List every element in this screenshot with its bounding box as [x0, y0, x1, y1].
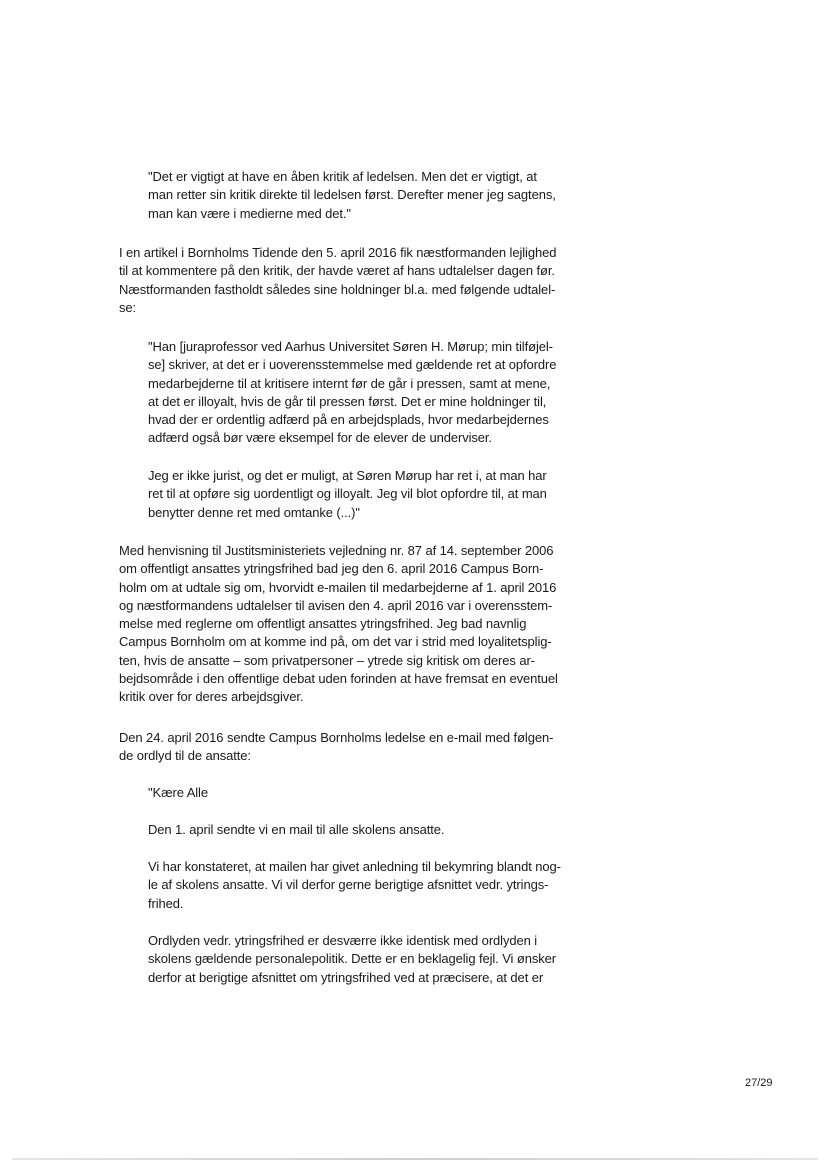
text-line: ten, hvis de ansatte – som privatpersoner – ytrede sig kritisk om deres ar- [119, 652, 535, 668]
page-number: 27/29 [745, 1077, 773, 1089]
text-line: Den 24. april 2016 sendte Campus Bornholms ledelse en e-mail med følgen- [119, 730, 554, 745]
text-line: Den 1. april sendte vi en mail til alle skolens ansatte. [148, 822, 445, 837]
quote-paragraph [148, 467, 547, 522]
text-line: Næstformanden fastholdt således sine holdninger bl.a. med følgende udtalel- [119, 281, 556, 297]
text-line: medarbejderne til at kritisere internt før de går i pressen, samt at mene, [148, 375, 551, 391]
body-paragraph [119, 542, 558, 707]
text-line: holm om at udtale sig om, hvorvidt e-mailen til medarbejderne af 1. april 2016 [119, 579, 557, 595]
text-line: "Kære Alle [148, 785, 208, 800]
text-line: man kan være i medierne med det." [148, 205, 351, 221]
text-line: frihed. [148, 895, 184, 911]
quote-paragraph [148, 821, 444, 839]
body-paragraph [119, 729, 553, 766]
text-line: melse med reglerne om offentligt ansattes ytringsfrihed. Jeg bad navnlig [119, 616, 527, 632]
text-line: se] skriver, at det er i uoverensstemmelse med gældende ret at opfordre [148, 357, 557, 373]
text-line: adfærd også bør være eksempel for de elever de underviser. [148, 430, 492, 446]
text-line: Med henvisning til Justitsministeriets vejledning nr. 87 af 14. september 2006 [119, 543, 554, 558]
text-line: le af skolens ansatte. Vi vil derfor gerne berigtige afsnittet vedr. ytrings- [148, 877, 549, 893]
scan-edge-divider [12, 1158, 818, 1160]
text-line: Jeg er ikke jurist, og det er muligt, at Søren Mørup har ret i, at man har [148, 468, 547, 483]
text-line: de ordlyd til de ansatte: [119, 748, 251, 764]
text-line: Campus Bornholm om at komme ind på, om det var i strid med loyalitetsplig- [119, 634, 552, 650]
body-paragraph [119, 244, 556, 317]
text-line: om offentligt ansattes ytringsfrihed bad jeg den 6. april 2016 Campus Born- [119, 561, 544, 577]
text-line: kritik over for deres arbejdsgiver. [119, 689, 304, 705]
text-line: benytter denne ret med omtanke (...)" [148, 504, 360, 520]
text-line: "Det er vigtigt at have en åben kritik af ledelsen. Men det er vigtigt, at [148, 169, 537, 184]
text-line: hvad der er ordentlig adfærd på en arbejdsplads, hvor medarbejdernes [148, 412, 549, 428]
text-line: "Han [juraprofessor ved Aarhus Universitet Søren H. Mørup; min tilføjel- [148, 339, 553, 354]
text-line: og næstformandens udtalelser til avisen den 4. april 2016 var i overensstem- [119, 597, 553, 613]
text-line: ret til at opføre sig uordentligt og illoyalt. Jeg vil blot opfordre til, at man [148, 486, 547, 502]
quote-paragraph [148, 858, 561, 913]
quote-paragraph [148, 932, 556, 987]
text-line: at det er illoyalt, hvis de går til pressen først. Det er mine holdninger til, [148, 393, 547, 409]
text-line: til at kommentere på den kritik, der havde været af hans udtalelser dagen før. [119, 263, 555, 279]
text-line: Vi har konstateret, at mailen har givet anledning til bekymring blandt nog- [148, 859, 561, 874]
text-line: bejdsområde i den offentlige debat uden forinden at have fremsat en eventuel [119, 671, 558, 687]
text-line: derfor at berigtige afsnittet om ytringsfrihed ved at præcisere, at det er [148, 969, 544, 985]
text-line: I en artikel i Bornholms Tidende den 5. april 2016 fik næstformanden lejlighed [119, 245, 557, 260]
text-line: se: [119, 299, 137, 315]
quote-paragraph [148, 338, 556, 448]
text-line: man retter sin kritik direkte til ledelsen først. Derefter mener jeg sagtens, [148, 187, 556, 203]
quote-paragraph [148, 784, 208, 802]
quote-paragraph [148, 168, 556, 223]
text-line: skolens gældende personalepolitik. Dette er en beklagelig fejl. Vi ønsker [148, 951, 556, 967]
text-line: Ordlyden vedr. ytringsfrihed er desværre ikke identisk med ordlyden i [148, 933, 538, 948]
